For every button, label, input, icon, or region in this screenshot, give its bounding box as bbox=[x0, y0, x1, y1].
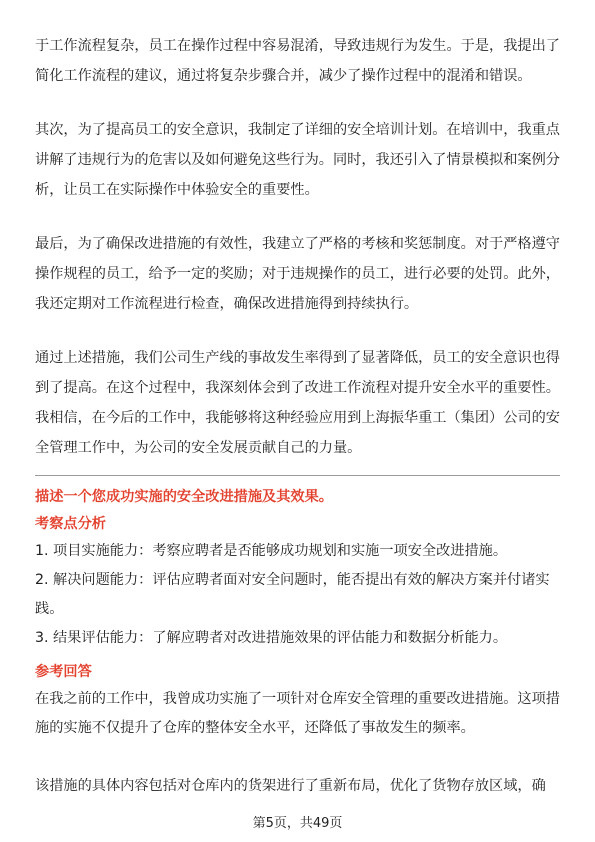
analysis-item: 2. 解决问题能力：评估应聘者面对安全问题时，能否提出有效的解决方案并付诸实践。 bbox=[35, 572, 550, 617]
answer-paragraph: 在我之前的工作中，我曾成功实施了一项针对仓库安全管理的重要改进措施。这项措施的实施不仅提升了仓库的整体安全水平，还降低了事故发生的频率。 bbox=[35, 691, 560, 736]
section-divider bbox=[35, 475, 560, 476]
answer-paragraph: 该措施的具体内容包括对仓库内的货架进行了重新布局，优化了货物存放区域，确 bbox=[35, 778, 546, 794]
top-content bbox=[35, 31, 560, 463]
analysis-item: 1. 项目实施能力：考察应聘者是否能够成功规划和实施一项安全改进措施。 bbox=[35, 543, 508, 559]
answer-heading: 参考回答 bbox=[35, 664, 92, 680]
question-heading: 描述一个您成功实施的安全改进措施及其效果。 bbox=[35, 489, 333, 505]
analysis-item: 3. 结果评估能力：了解应聘者对改进措施效果的评估能力和数据分析能力。 bbox=[35, 630, 508, 646]
paragraph: 最后，为了确保改进措施的有效性，我建立了严格的考核和奖惩制度。对于严格遵守操作规程的员工，给予一定的奖励；对于违规操作的员工，进行必要的处罚。此外，我还定期对工作流程进行检查，确保改进措施得到持续执行。 bbox=[35, 236, 560, 312]
paragraph: 于工作流程复杂，员工在操作过程中容易混淆，导致违规行为发生。于是，我提出了简化工作流程的建议，通过将复杂步骤合并，减少了操作过程中的混淆和错误。 bbox=[35, 38, 560, 84]
paragraph: 通过上述措施，我们公司生产线的事故发生率得到了显著降低，员工的安全意识也得到了提高。在这个过程中，我深刻体会到了改进工作流程对提升安全水平的重要性。我相信，在今后的工作中，我能够将这种经验应用到上海振华重工（集团）公司的安全管理工作中，为公司的安全发展贡献自己的力量。 bbox=[35, 350, 560, 456]
analysis-answer-block bbox=[35, 511, 560, 801]
paragraph: 其次，为了提高员工的安全意识，我制定了详细的安全培训计划。在培训中，我重点讲解了违规行为的危害以及如何避免这些行为。同时，我还引入了情景模拟和案例分析，让员工在实际操作中体验安全的重要性。 bbox=[35, 122, 560, 198]
analysis-heading: 考察点分析 bbox=[35, 516, 106, 532]
page-footer: 第5页，共49页 bbox=[252, 816, 343, 831]
